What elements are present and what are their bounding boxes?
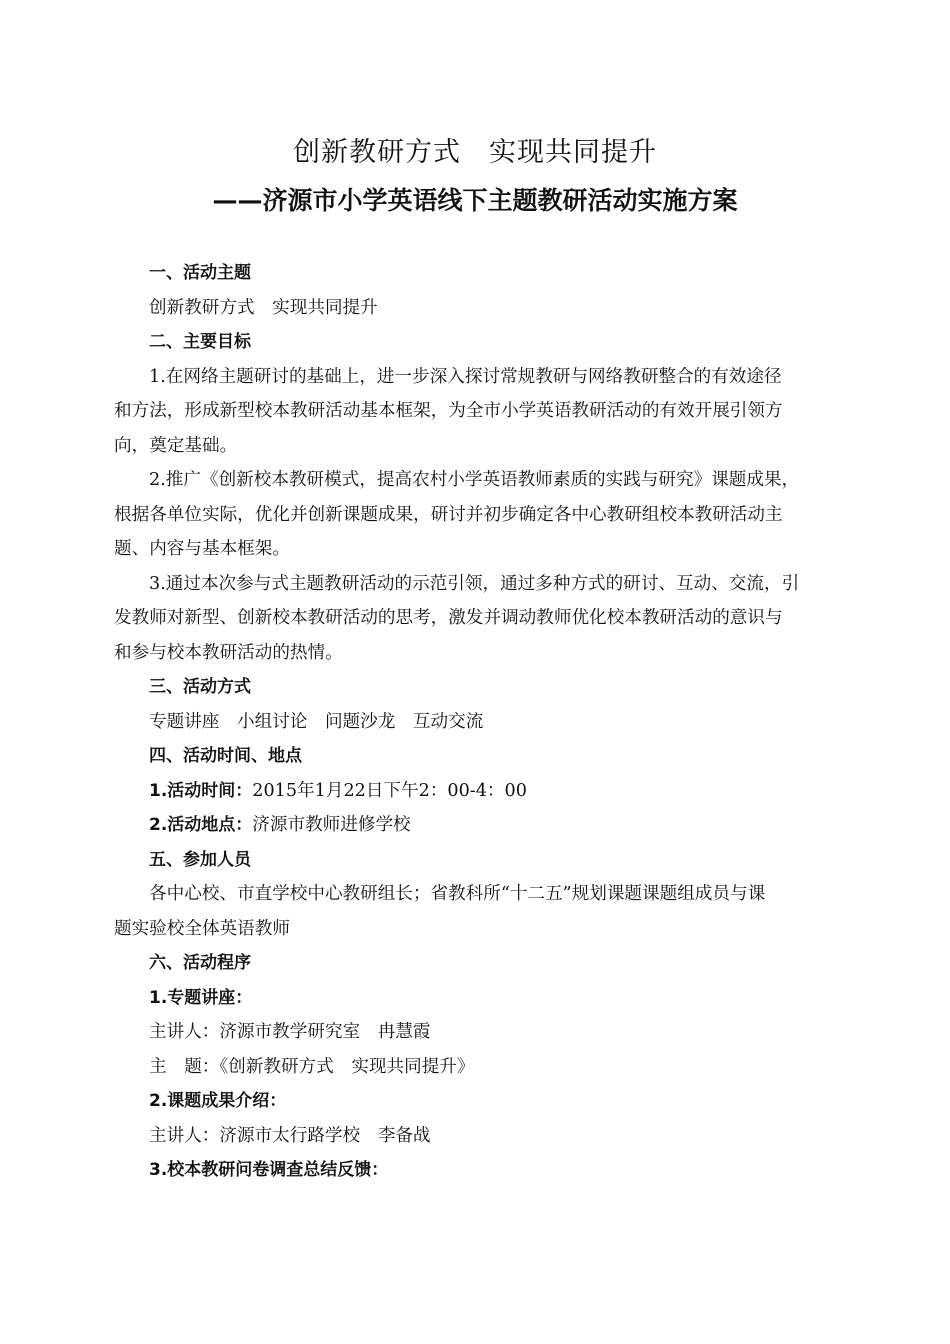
goal3-line1: 3.通过本次参与式主题教研活动的示范引领，通过多种方式的研讨、互动、交流，引 [149, 573, 800, 594]
document-body [114, 256, 838, 1188]
place-label: 2.活动地点： [149, 815, 253, 835]
section-heading-procedure: 六、活动程序 [149, 953, 251, 973]
procedure-item1-topic: 主 题：《创新教研方式 实现共同提升》 [149, 1056, 475, 1077]
goal1-line3: 向，奠定基础。 [114, 435, 238, 456]
document-subtitle: ——济源市小学英语线下主题教研活动实施方案 [212, 186, 738, 215]
section-heading-time-place: 四、活动时间、地点 [149, 746, 302, 766]
time-label: 1.活动时间： [149, 780, 253, 801]
document-title: 创新教研方式 实现共同提升 [293, 137, 657, 168]
time-value: 2015年1月22日下午2：00-4：00 [252, 780, 527, 801]
section-heading-goals: 二、主要目标 [149, 332, 251, 352]
procedure-item2-speaker: 主讲人：济源市太行路学校 李备战 [149, 1125, 431, 1146]
goal3-line2: 发教师对新型、创新校本教研活动的思考，激发并调动教师优化校本教研活动的意识与 [114, 608, 783, 628]
place-row [114, 808, 838, 843]
section-heading-participants: 五、参加人员 [149, 849, 251, 870]
goal3-line3: 和参与校本教研活动的热情。 [114, 642, 343, 663]
method-text: 专题讲座 小组讨论 问题沙龙 互动交流 [149, 711, 484, 732]
goal1-line2: 和方法，形成新型校本教研活动基本框架，为全市小学英语教研活动的有效开展引领方 [114, 401, 783, 421]
theme-text: 创新教研方式 实现共同提升 [149, 297, 378, 318]
procedure-item2-label: 2.课题成果介绍： [149, 1091, 287, 1111]
section-heading-theme: 一、活动主题 [149, 263, 251, 283]
goal1-line1: 1.在网络主题研讨的基础上，进一步深入探讨常规教研与网络教研整合的有效途径 [149, 366, 782, 387]
time-row [114, 774, 838, 809]
goal2-line2: 根据各单位实际，优化并创新课题成果，研讨并初步确定各中心教研组校本教研活动主 [114, 504, 783, 525]
participants-line1: 各中心校、市直学校中心教研组长；省教科所“十二五”规划课题课题组成员与课 [149, 884, 766, 904]
participants-line2: 题实验校全体英语教师 [114, 918, 290, 939]
section-heading-method: 三、活动方式 [149, 677, 251, 697]
goal2-line3: 题、内容与基本框架。 [114, 539, 290, 559]
procedure-item1-label: 1.专题讲座： [149, 987, 253, 1008]
procedure-item3-label: 3.校本教研问卷调查总结反馈： [149, 1160, 389, 1180]
procedure-item1-speaker: 主讲人：济源市教学研究室 冉慧霞 [149, 1022, 431, 1042]
place-value: 济源市教师进修学校 [252, 815, 411, 835]
goal2-line1: 2.推广《创新校本教研模式，提高农村小学英语教师素质的实践与研究》课题成果， [149, 470, 800, 490]
